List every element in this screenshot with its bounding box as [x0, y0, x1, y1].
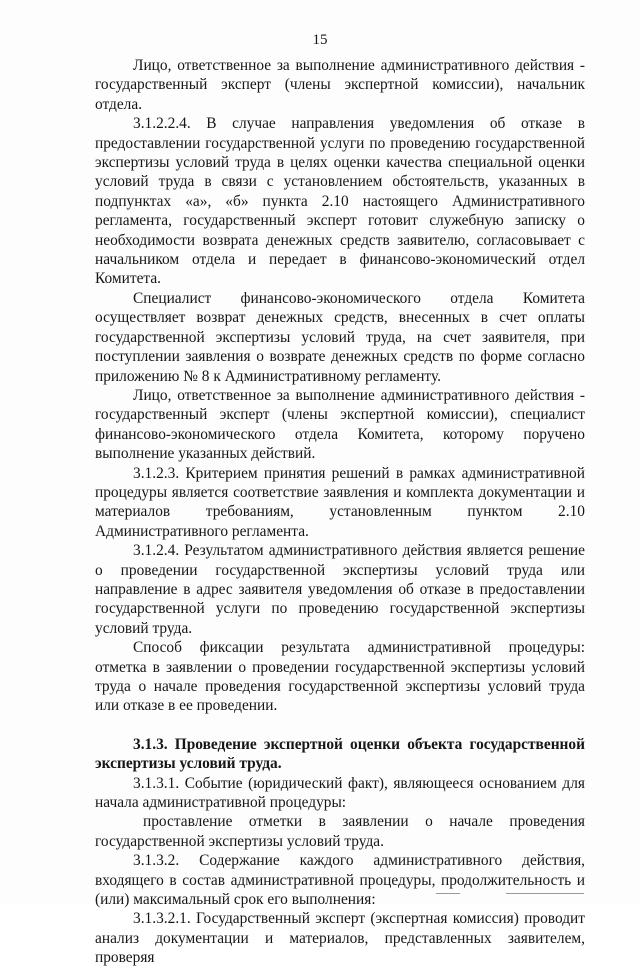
paragraph-stamping-mark: проставление отметки в заявлении о начале проведения государственной экспертизы условий труда.: [95, 813, 585, 850]
paragraph-3-1-2-2-4: 3.1.2.2.4. В случае направления уведомления об отказе в предоставлении государственной услуги по проведению государственной экспертизы условий труда в целях оценки качества специальной оценки условий труда в связи с установлением обстоятельств, указанных в подпунктах «а», «б» пункта 2.10 настоящего Административного регламента, государственный эксперт готовит служебную записку о необходимости возврата денежных средств заявителю, согласовывает с начальником отдела и передает в финансово-экономический отдел Комитета.: [95, 115, 585, 288]
paragraph-3-1-3-2: 3.1.3.2. Содержание каждого административного действия, входящего в состав административной процедуры, продолжительность и (или) максимальный срок его выполнения:: [95, 852, 585, 909]
page-number: 15: [312, 32, 328, 48]
paragraph-fixation-method: Способ фиксации результата административной процедуры: отметка в заявлении о проведении государственной экспертизы условий труда о начале проведения государственной экспертизы условий труда или отказе в ее проведении.: [95, 639, 585, 715]
scan-artifact-mark-right: [506, 893, 584, 894]
paragraph-refund-specialist: Специалист финансово-экономического отдела Комитета осуществляет возврат денежных средств, внесенных в счет оплаты государственной экспертизы условий труда, на счет заявителя, при поступлении заявления о возврате денежных средств по форме согласно приложению № 8 к Административному регламенту.: [95, 289, 585, 385]
paragraph-3-1-3-2-1: 3.1.3.2.1. Государственный эксперт (экспертная комиссия) проводит анализ документации и материалов, представленных заявителем, проверяя: [95, 910, 585, 967]
paragraph-3-1-2-4: 3.1.2.4. Результатом административного действия является решение о проведении государственной экспертизы условий труда или направление в адрес заявителя уведомления об отказе в предоставлении государственной услуги по проведению государственной экспертизы условий труда.: [95, 542, 585, 637]
section-heading-3-1-3: 3.1.3. Проведение экспертной оценки объекта государственной экспертизы условий труда.: [95, 735, 585, 773]
scan-artifact-mark-left: [436, 893, 460, 894]
document-body: [95, 56, 585, 968]
paragraph-responsible-person-1: Лицо, ответственное за выполнение административного действия - государственный эксперт (члены экспертной комиссии), начальник отдела.: [95, 57, 585, 113]
paragraph-responsible-person-2: Лицо, ответственное за выполнение административного действия - государственный эксперт (члены экспертной комиссии), специалист финансово-экономического отдела Комитета, которому поручено выполнение указанных действий.: [95, 386, 585, 463]
paragraph-3-1-2-3: 3.1.2.3. Критерием принятия решений в рамках административной процедуры является соответствие заявления и комплекта документации и материалов требованиям, установленным пунктом 2.10 Административного регламента.: [95, 464, 585, 540]
paragraph-3-1-3-1: 3.1.3.1. Событие (юридический факт), являющееся основанием для начала административной процедуры:: [95, 774, 585, 812]
